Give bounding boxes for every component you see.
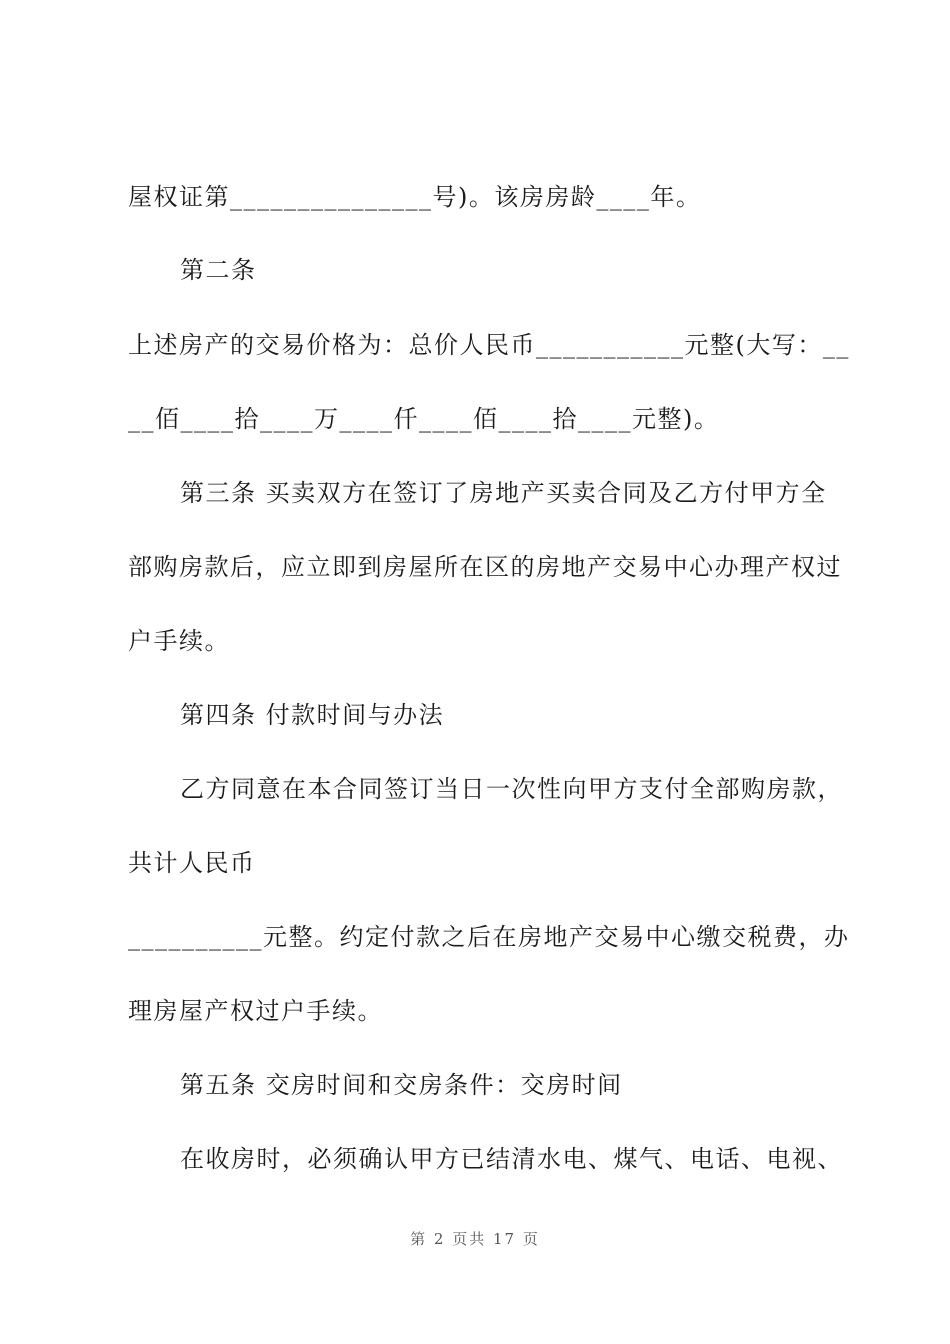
article-4-line-4: 理房屋产权过户手续。	[128, 997, 383, 1025]
text-line-4: __佰____拾____万____仟____佰____拾____元整)。	[128, 405, 720, 433]
article-3-line-2: 部购房款后，应立即到房屋所在区的房地产交易中心办理产权过	[128, 553, 842, 581]
article-5-line-1: 在收房时，必须确认甲方已结清水电、煤气、电话、电视、	[180, 1145, 843, 1173]
article-4-heading: 第四条 付款时间与办法	[180, 701, 445, 729]
article-4-line-1: 乙方同意在本合同签订当日一次性向甲方支付全部购房款，	[180, 775, 843, 803]
article-4-line-3: __________元整。约定付款之后在房地产交易中心缴交税费，办	[128, 923, 850, 951]
article-4-line-2: 共计人民币	[128, 849, 256, 877]
text-line-3: 上述房产的交易价格为：总价人民币___________元整(大写：__	[128, 331, 850, 359]
article-5-heading: 第五条 交房时间和交房条件：交房时间	[180, 1071, 623, 1099]
article-3-line-1: 第三条 买卖双方在签订了房地产买卖合同及乙方付甲方全	[180, 479, 827, 507]
page-number-footer: 第 2 页共 17 页	[410, 1230, 540, 1248]
article-2-heading: 第二条	[180, 256, 257, 284]
article-3-line-3: 户手续。	[128, 627, 230, 655]
text-line-1: 屋权证第_______________号)。该房房龄____年。	[128, 183, 702, 211]
